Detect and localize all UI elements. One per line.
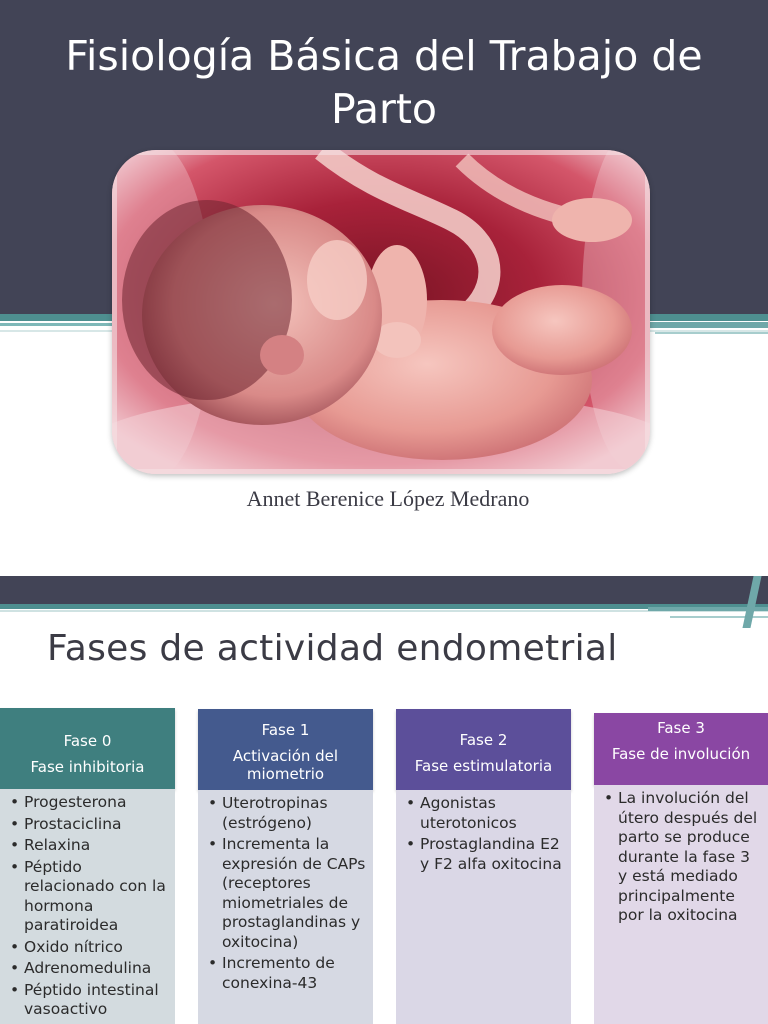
phase-name: Fase estimulatoria (414, 757, 553, 775)
list-item: • Péptido relacionado con la hormona paratiroidea (24, 858, 171, 936)
phase-number: Fase 2 (459, 731, 508, 749)
phase-number: Fase 0 (63, 732, 112, 750)
phase-header (396, 709, 571, 790)
list-item: • La involución del útero después del parto se produce durante la fase 3 y está mediado principalmente por la oxitocina (618, 789, 764, 926)
phase-item-list (206, 794, 369, 993)
phase-header (198, 709, 373, 790)
phase-column-0 (0, 708, 175, 1024)
phase-number: Fase 1 (261, 721, 310, 739)
list-item: • Péptido intestinal vasoactivo (24, 981, 171, 1020)
slide-title: Fases de actividad endometrial (47, 628, 618, 669)
author-name: Annet Berenice López Medrano (246, 486, 530, 511)
slide-title: Fisiología Básica del Trabajo de Parto (65, 32, 703, 133)
phase-name: Fase inhibitoria (30, 758, 145, 776)
phase-body (594, 785, 768, 1024)
phase-body (198, 790, 373, 1024)
phase-header (594, 713, 768, 785)
phase-name: Activación del miometrio (232, 747, 339, 783)
phase-item-list (404, 794, 567, 874)
accent-stripe-right (650, 322, 768, 328)
phase-header (0, 708, 175, 789)
phase-column-1 (198, 709, 373, 1024)
header-band (0, 576, 768, 604)
list-item: • Progesterona (24, 793, 171, 813)
list-item: • Incrementa la expresión de CAPs (receptores miometriales de prostaglandinas y oxitocina) (222, 835, 369, 952)
accent-stripe-right-thin (670, 616, 768, 618)
phase-body (0, 789, 175, 1024)
phase-item-list (8, 793, 171, 1020)
phase-column-3 (594, 713, 768, 1024)
list-item: • Prostaglandina E2 y F2 alfa oxitocina (420, 835, 567, 874)
fetus-photo (112, 150, 650, 474)
list-item: • Relaxina (24, 836, 171, 856)
slide-separator (0, 560, 768, 576)
list-item: • Prostaciclina (24, 815, 171, 835)
list-item: • Adrenomedulina (24, 959, 171, 979)
phase-item-list (602, 789, 764, 926)
list-item: • Uterotropinas (estrógeno) (222, 794, 369, 833)
accent-stripe-right-thin (655, 332, 768, 334)
phases-slide (0, 576, 768, 1024)
phase-column-2 (396, 709, 571, 1024)
phase-body (396, 790, 571, 1024)
list-item: • Agonistas uterotonicos (420, 794, 567, 833)
phase-number: Fase 3 (657, 719, 705, 737)
phase-name: Fase de involución (611, 745, 751, 763)
list-item: • Oxido nítrico (24, 938, 171, 958)
list-item: • Incremento de conexina-43 (222, 954, 369, 993)
